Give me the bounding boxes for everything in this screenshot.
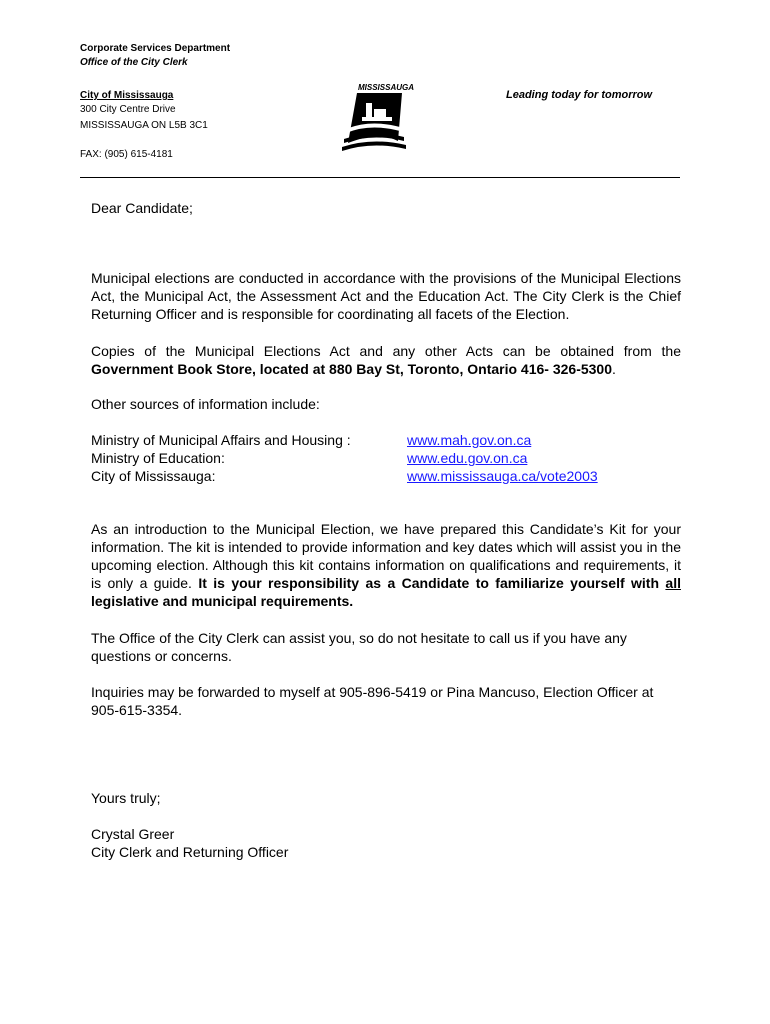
kit-text: As an introduction to the Municipal Election, we have prepared this Candidate’s Kit for your information. The kit is intended to provide information and key dates which will assist you in the upcoming election. Although this kit contains information on qualifications and requirements, it is only a guide.	[91, 521, 681, 591]
address-line-1: 300 City Centre Drive	[80, 104, 176, 115]
paragraph-acts	[91, 342, 681, 378]
signer-title: City Clerk and Returning Officer	[91, 844, 289, 860]
closing: Yours truly;	[91, 790, 161, 806]
source-link[interactable]: www.mississauga.ca/vote2003	[407, 468, 598, 484]
tagline: Leading today for tomorrow	[506, 89, 653, 101]
mississauga-logo-icon	[340, 81, 418, 155]
acts-text-end: .	[612, 361, 616, 377]
salutation: Dear Candidate;	[91, 200, 193, 216]
source-name: City of Mississauga:	[91, 468, 216, 484]
responsibility-text: It is your responsibility as a Candidate to familiarize yourself with	[198, 575, 666, 591]
source-link[interactable]: www.edu.gov.on.ca	[407, 450, 528, 466]
fax-number: FAX: (905) 615-4181	[80, 149, 173, 160]
paragraph-kit	[91, 520, 681, 610]
city-name: City of Mississauga	[80, 90, 174, 101]
address-block	[80, 89, 208, 133]
book-store-info: Government Book Store, located at 880 Bay St, Toronto, Ontario 416- 326-5300	[91, 361, 613, 377]
responsibility-emphasis: all	[665, 575, 681, 591]
source-link[interactable]: www.mah.gov.on.ca	[407, 432, 532, 448]
source-name: Ministry of Municipal Affairs and Housing :	[91, 432, 351, 448]
signer-name: Crystal Greer	[91, 826, 175, 842]
source-name: Ministry of Education:	[91, 450, 225, 466]
header-divider	[80, 177, 680, 178]
acts-text: Copies of the Municipal Elections Act and any other Acts can be obtained from the	[91, 343, 681, 359]
paragraph-assist: The Office of the City Clerk can assist you, so do not hesitate to call us if you have any questions or concerns.	[91, 630, 627, 664]
office-name: Office of the City Clerk	[80, 57, 188, 68]
paragraph-inquiries: Inquiries may be forwarded to myself at 905-896-5419 or Pina Mancuso, Election Officer at 905-615-3354.	[91, 684, 654, 718]
logo-wordmark: MISSISSAUGA	[358, 83, 415, 92]
department-name: Corporate Services Department	[80, 43, 231, 54]
letterhead-block	[80, 42, 230, 70]
paragraph-intro: Municipal elections are conducted in accordance with the provisions of the Municipal Elections Act, the Municipal Act, the Assessment Act and the Education Act. The City Clerk is the Chief Returning Officer and is responsible for coordinating all facets of the Election.	[91, 270, 681, 322]
paragraph-sources: Other sources of information include:	[91, 396, 320, 412]
city-logo	[340, 81, 418, 155]
responsibility-text-end: legislative and municipal requirements.	[91, 593, 354, 609]
address-line-2: MISSISSAUGA ON L5B 3C1	[80, 120, 208, 131]
